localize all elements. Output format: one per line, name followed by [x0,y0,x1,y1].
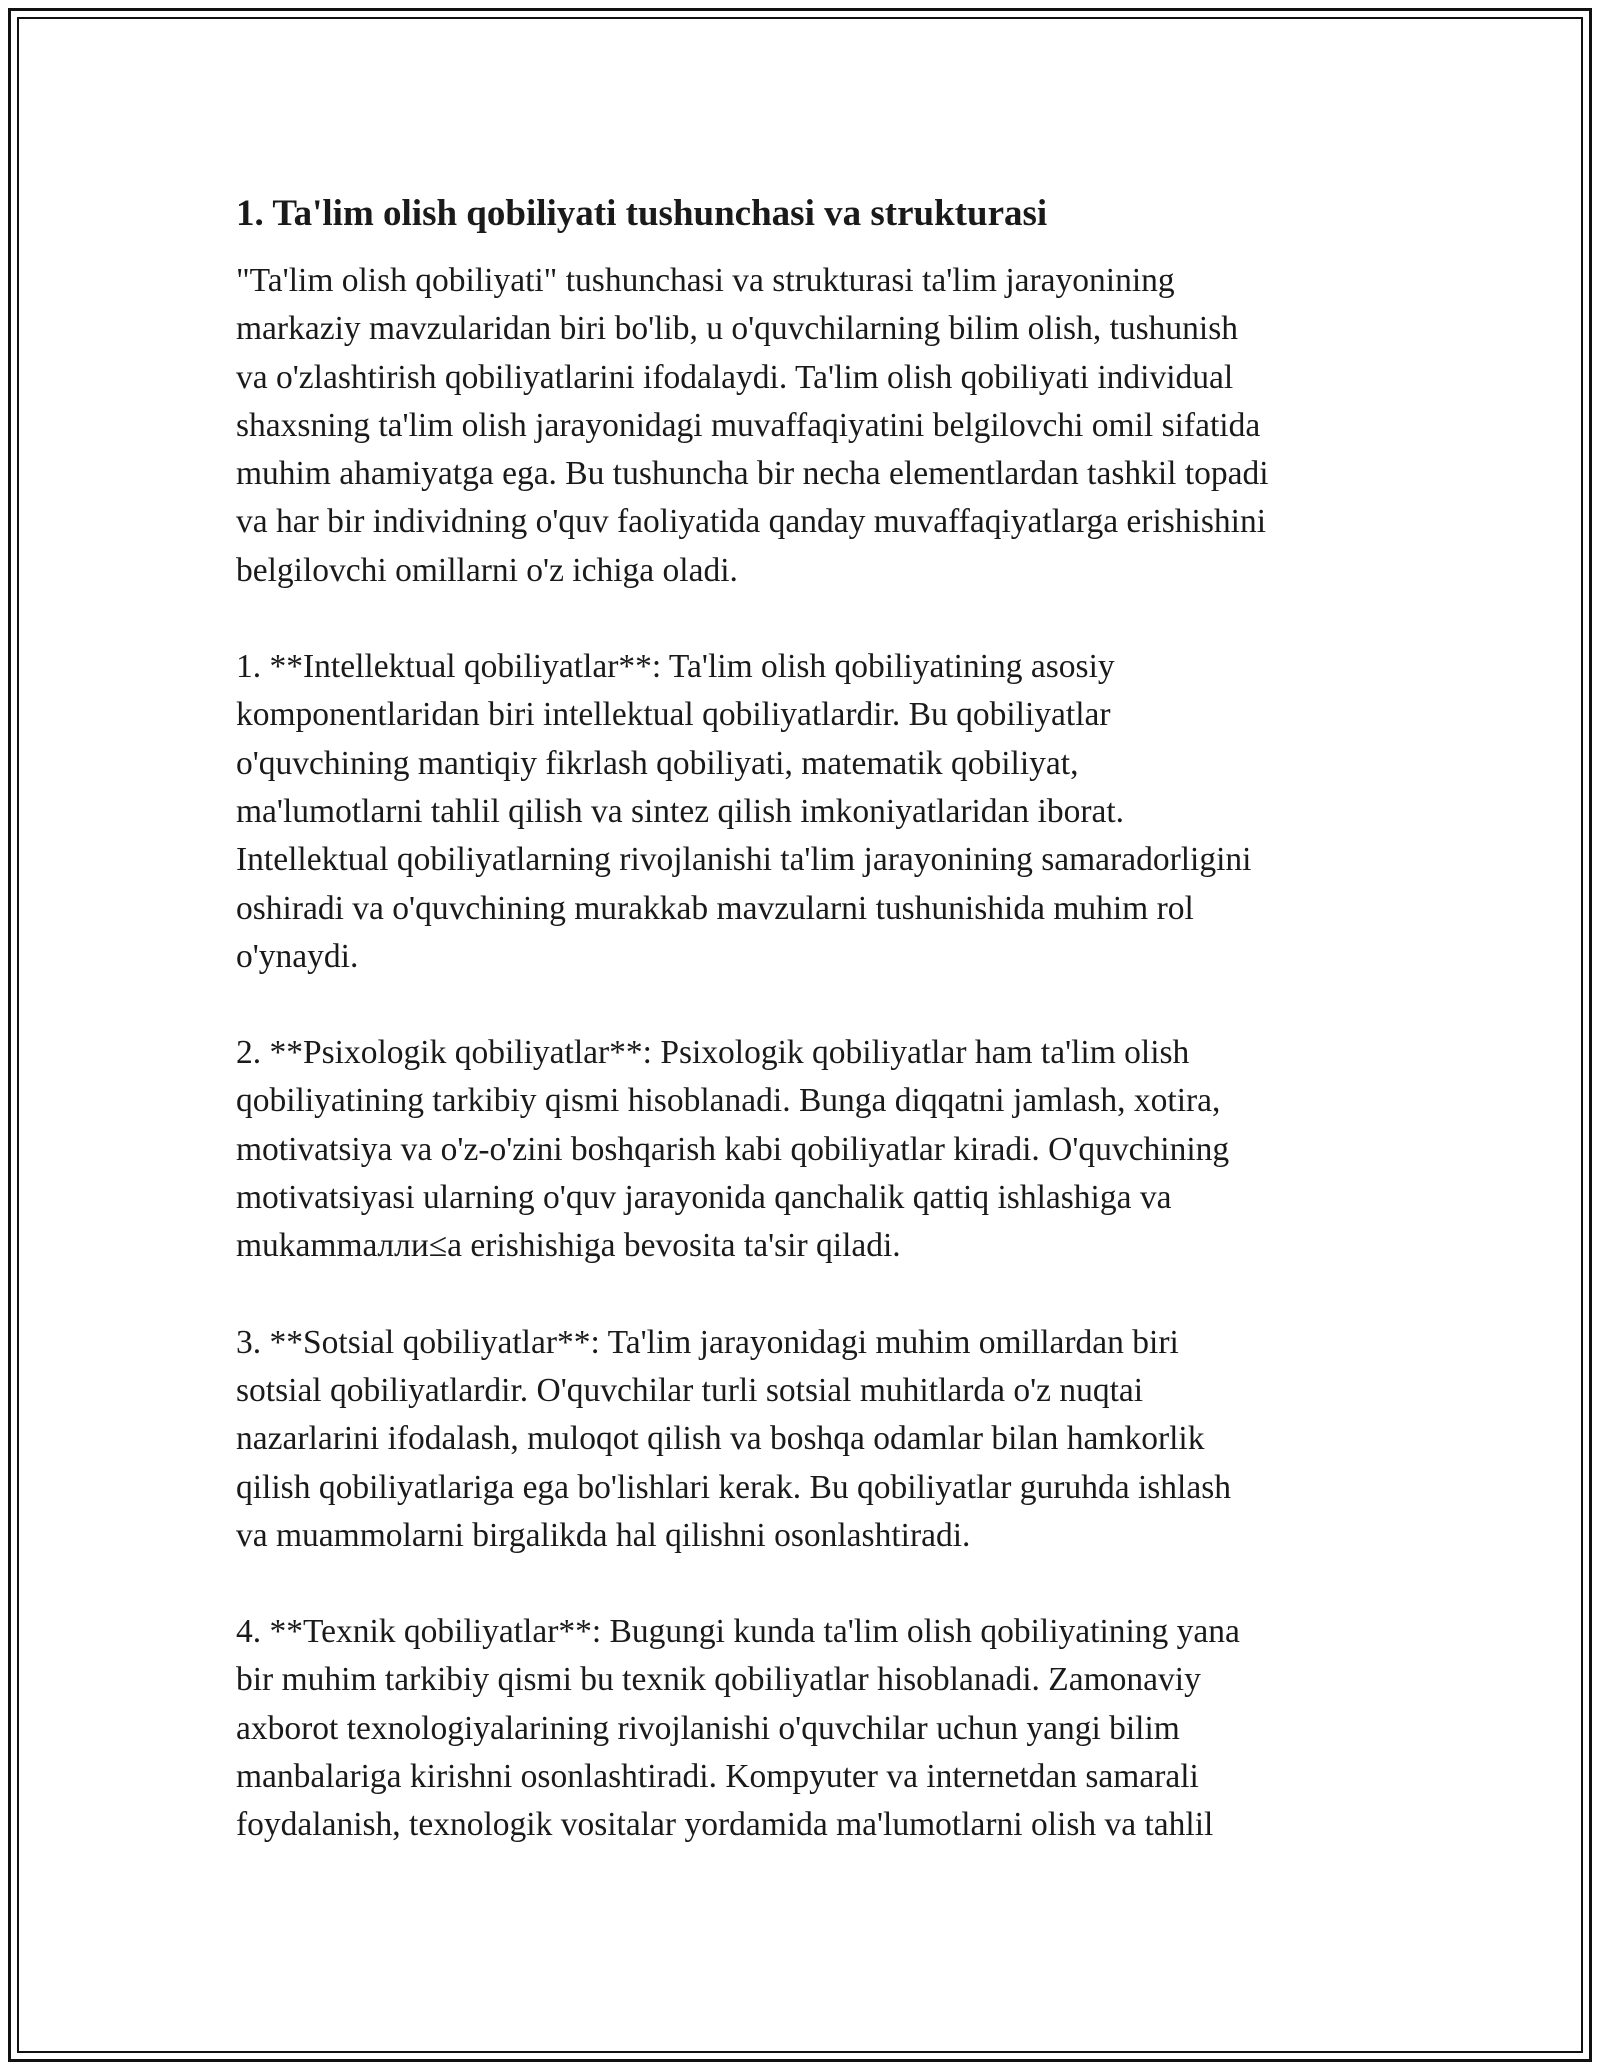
text-line: va har bir individning o'quv faoliyatida qanday muvaffaqiyatlarga erishishini [236,503,1267,541]
social-abilities-paragraph [236,1319,1376,1560]
text-line: va muammolarni birgalikda hal qilishni osonlashtiradi. [236,1516,971,1554]
text-line: Intellektual qobiliyatlarning rivojlanishi ta'lim jarayonining samaradorligini [236,841,1252,879]
text-line: muhim ahamiyatga ega. Bu tushuncha bir necha elementlardan tashkil topadi [236,455,1269,493]
text-line: "Ta'lim olish qobiliyati" tushunchasi va strukturasi ta'lim jarayonining [236,262,1175,299]
intro-paragraph [236,257,1376,595]
text-line: 4. **Texnik qobiliyatlar**: Bugungi kunda ta'lim olish qobiliyatining yana [236,1613,1240,1651]
text-line: 2. **Psixologik qobiliyatlar**: Psixologik qobiliyatlar ham ta'lim olish [236,1034,1190,1072]
text-line: o'quvchining mantiqiy fikrlash qobiliyati, matematik qobiliyat, [236,744,1079,782]
intellectual-abilities-paragraph [236,643,1376,981]
text-line: belgilovchi omillarni o'z ichiga oladi. [236,551,738,589]
technical-abilities-paragraph [236,1608,1376,1849]
section-heading: 1. Ta'lim olish qobiliyati tushunchasi va strukturasi [236,193,1048,234]
text-line: qobiliyatining tarkibiy qismi hisoblanadi. Bunga diqqatni jamlash, xotira, [236,1082,1221,1120]
text-line: manbalariga kirishni osonlashtiradi. Kompyuter va internetdan samarali [236,1758,1199,1796]
text-line: motivatsiyasi ularning o'quv jarayonida qanchalik qattiq ishlashiga va [236,1179,1172,1217]
text-line: va o'zlashtirish qobiliyatlarini ifodalaydi. Ta'lim olish qobiliyati individual [236,358,1234,396]
text-line: o'ynaydi. [236,937,359,975]
text-line: motivatsiya va o'z-o'zini boshqarish kabi qobiliyatlar kiradi. O'quvchining [236,1130,1230,1168]
text-line: komponentlaridan biri intellektual qobiliyatlardir. Bu qobiliyatlar [236,696,1111,734]
text-line: mukammaлли≤a erishishiga bevosita ta'sir qiladi. [236,1227,901,1265]
text-line: axborot texnologiyalarining rivojlanishi o'quvchilar uchun yangi bilim [236,1709,1180,1747]
document-body [236,188,1376,1898]
text-line: nazarlarini ifodalash, muloqot qilish va boshqa odamlar bilan hamkorlik [236,1420,1205,1458]
text-line: markaziy mavzularidan biri bo'lib, u o'quvchilarning bilim olish, tushunish [236,310,1239,348]
text-line: sotsial qobiliyatlardir. O'quvchilar turli sotsial muhitlarda o'z nuqtai [236,1371,1144,1409]
psychological-abilities-paragraph [236,1029,1376,1270]
text-line: shaxsning ta'lim olish jarayonidagi muvaffaqiyatini belgilovchi omil sifatida [236,406,1261,444]
text-line: bir muhim tarkibiy qismi bu texnik qobiliyatlar hisoblanadi. Zamonaviy [236,1661,1201,1699]
text-line: 1. **Intellektual qobiliyatlar**: Ta'lim olish qobiliyatining asosiy [236,648,1115,686]
text-line: 3. **Sotsial qobiliyatlar**: Ta'lim jarayonidagi muhim omillardan biri [236,1323,1179,1361]
text-line: qilish qobiliyatlariga ega bo'lishlari kerak. Bu qobiliyatlar guruhda ishlash [236,1468,1232,1506]
text-line: foydalanish, texnologik vositalar yordamida ma'lumotlarni olish va tahlil [236,1806,1214,1844]
text-line: ma'lumotlarni tahlil qilish va sintez qilish imkoniyatlaridan iborat. [236,792,1125,830]
text-line: oshiradi va o'quvchining murakkab mavzularni tushunishida muhim rol [236,889,1194,927]
